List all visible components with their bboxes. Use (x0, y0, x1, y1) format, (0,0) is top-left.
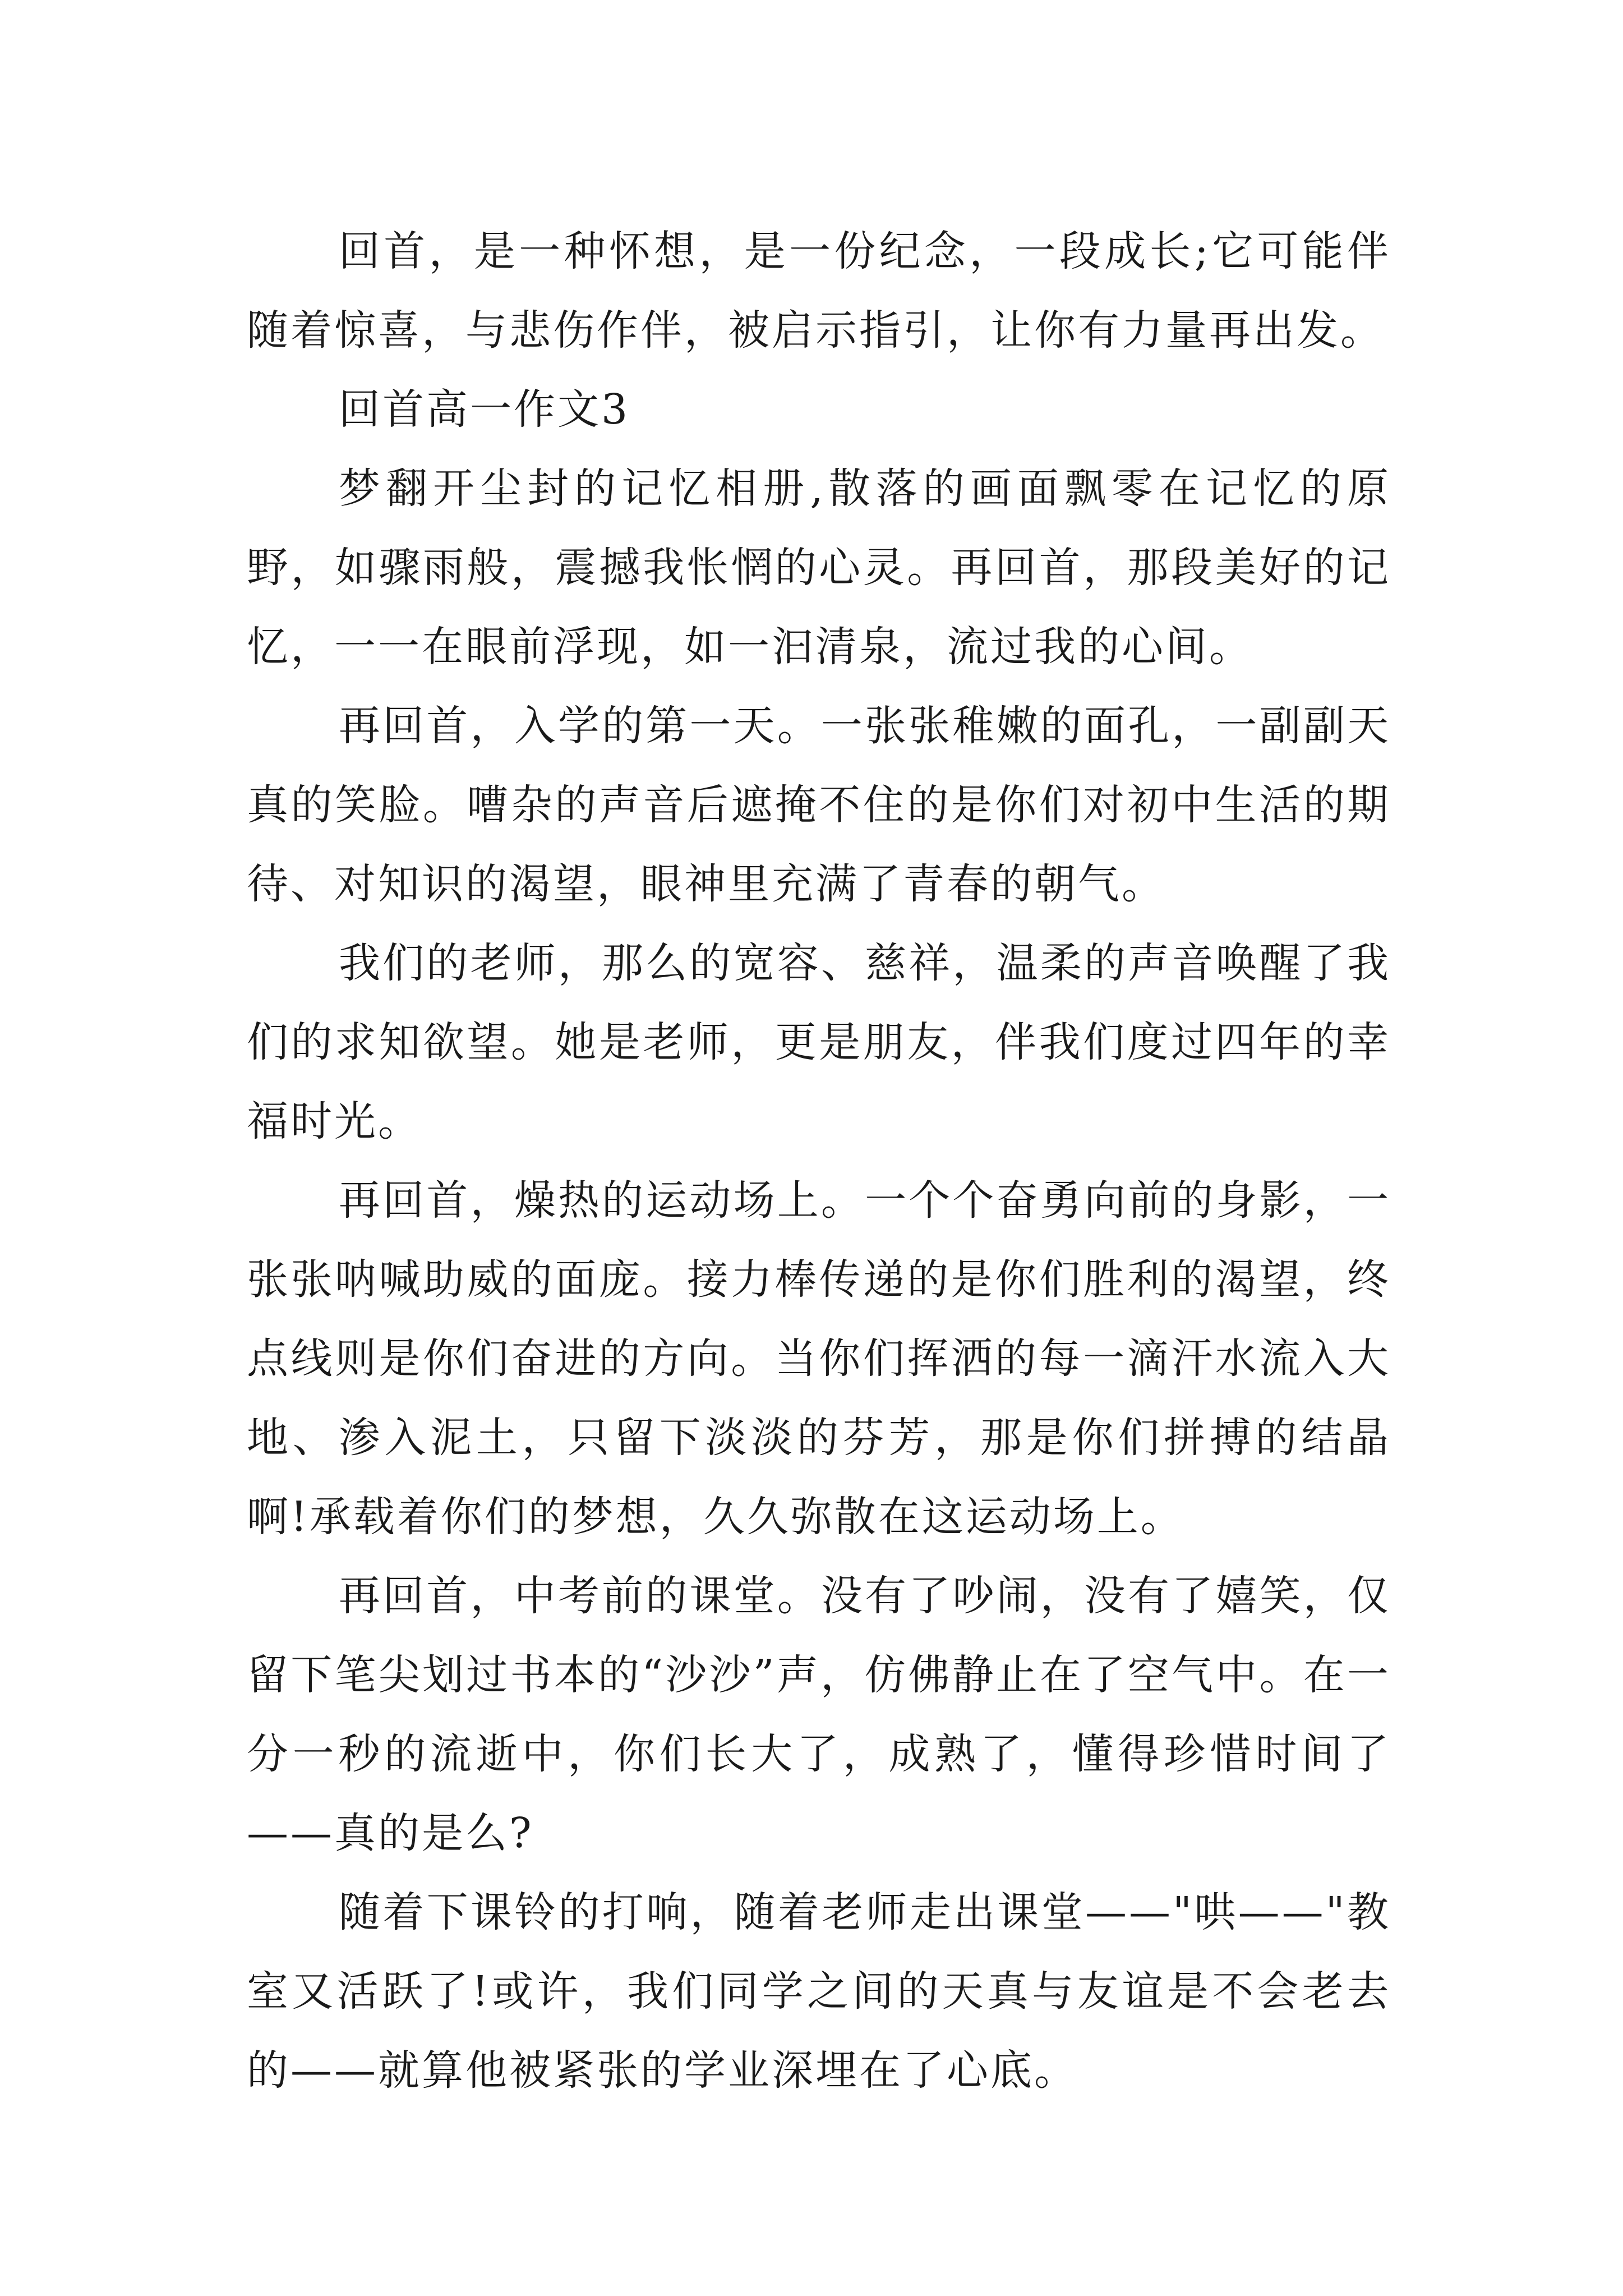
paragraph-7: 随着下课铃的打响，随着老师走出课堂——"哄——"教室又活跃了!或许，我们同学之间的天真与友谊是不会老去的——就算他被紧张的学业深埋在了心底。 (247, 1888, 1391, 2095)
document-body (247, 212, 1391, 2110)
section-heading: 回首高一作文3 (339, 385, 630, 434)
paragraph-5: 再回首，燥热的运动场上。一个个奋勇向前的身影，一张张呐喊助威的面庞。接力棒传递的是你们胜利的渴望，终点线则是你们奋进的方向。当你们挥洒的每一滴汗水流入大地、渗入泥土，只留下淡淡的芬芳，那是你们拼搏的结晶啊!承载着你们的梦想，久久弥散在这运动场上。 (247, 1176, 1391, 1541)
paragraph-2: 梦翻开尘封的记忆相册,散落的画面飘零在记忆的原野，如骤雨般，震撼我怅惘的心灵。再回首，那段美好的记忆，一一在眼前浮现，如一汩清泉，流过我的心间。 (247, 464, 1391, 671)
paragraph-4: 我们的老师，那么的宽容、慈祥，温柔的声音唤醒了我们的求知欲望。她是老师，更是朋友，伴我们度过四年的幸福时光。 (247, 939, 1391, 1145)
paragraph-3: 再回首，入学的第一天。一张张稚嫩的面孔，一副副天真的笑脸。嘈杂的声音后遮掩不住的是你们对初中生活的期待、对知识的渴望，眼神里充满了青春的朝气。 (247, 702, 1391, 908)
paragraph-1: 回首，是一种怀想，是一份纪念，一段成长;它可能伴随着惊喜，与悲伤作伴，被启示指引，让你有力量再出发。 (247, 227, 1391, 355)
paragraph-6: 再回首，中考前的课堂。没有了吵闹，没有了嬉笑，仅留下笔尖划过书本的“沙沙”声，仿佛静止在了空气中。在一分一秒的流逝中，你们长大了，成熟了，懂得珍惜时间了——真的是么? (247, 1572, 1391, 1857)
